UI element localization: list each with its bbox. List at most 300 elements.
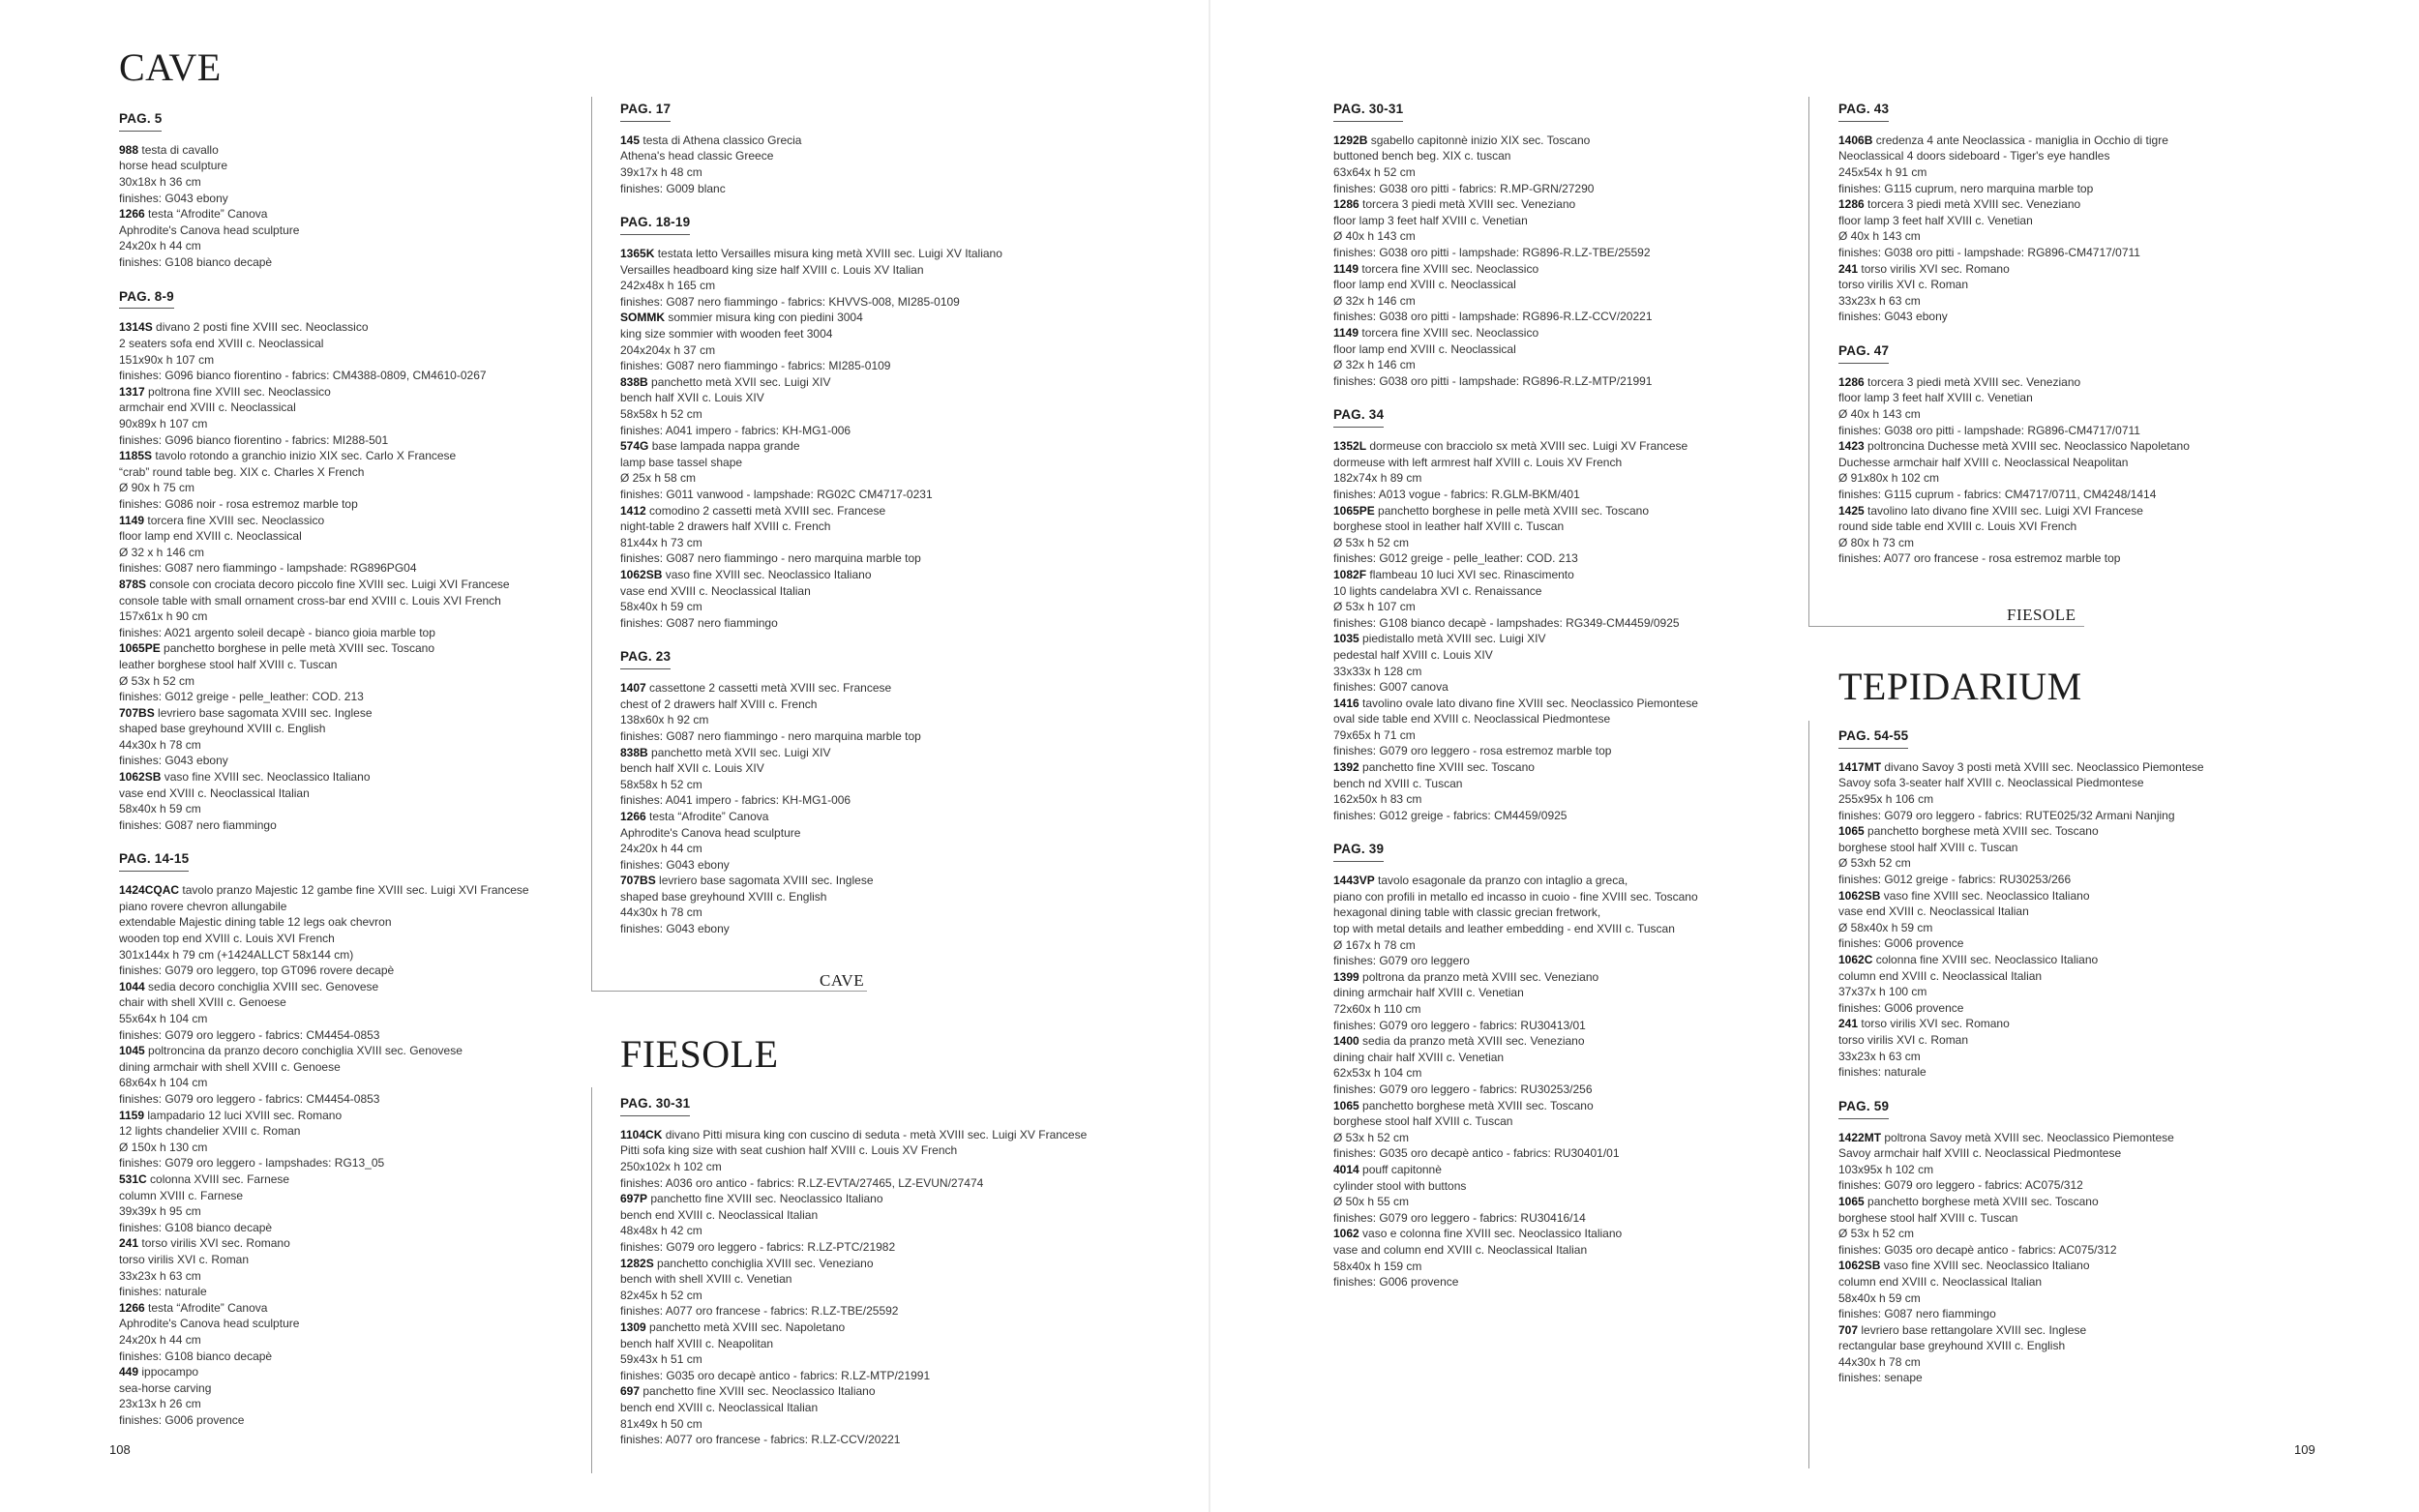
entry-detail: finishes: G007 canova — [1333, 680, 1448, 695]
product-code: 1065 — [1838, 824, 1865, 839]
entry-detail: finishes: senape — [1838, 1371, 1923, 1385]
entry-description — [1838, 823, 2361, 840]
entry-detail: dining armchair with shell XVIII c. Genoese — [119, 1059, 341, 1074]
entry-detail: dining chair half XVIII c. Venetian — [1333, 1050, 1505, 1064]
entry-detail: bench with shell XVIII c. Venetian — [620, 1272, 792, 1287]
entry-detail: Ø 53x h 107 cm — [1333, 600, 1416, 614]
page-reference: PAG. 34 — [1333, 408, 1384, 428]
entry-detail: finishes: G038 oro pitti - lampshade: RG896-CM4717/0711 — [1838, 246, 2140, 259]
page-reference: PAG. 23 — [620, 650, 671, 669]
entry-detail: 58x40x h 159 cm — [1333, 1259, 1422, 1273]
entry-detail: torso virilis XVI c. Roman — [119, 1252, 250, 1266]
entry-detail: vase end XVIII c. Neoclassical Italian — [119, 786, 310, 800]
entry-detail: Ø 90x h 75 cm — [119, 481, 195, 495]
entry-detail: finishes: G006 provence — [1838, 936, 1964, 951]
entry-detail: finishes: A077 oro francese - fabrics: R.LZ-CCV/20221 — [620, 1433, 901, 1447]
entry-description — [119, 206, 603, 222]
entry-detail: borghese stool half XVIII c. Tuscan — [1333, 1114, 1513, 1129]
entry-detail: dormeuse with left armrest half XVIII c. Louis XV French — [1333, 455, 1623, 469]
catalog-entry — [1838, 888, 2361, 952]
entry-detail: 33x23x h 63 cm — [1838, 293, 1921, 308]
product-code: 697P — [620, 1192, 648, 1206]
entry-detail: finishes: G012 greige - pelle_leather: COD. 213 — [1333, 551, 1578, 566]
column-divider-1 — [591, 97, 592, 991]
entry-description — [119, 1171, 603, 1188]
product-code: 1266 — [119, 207, 145, 222]
catalog-entry — [620, 567, 1162, 631]
catalog-entry — [1838, 1322, 2361, 1386]
entry-detail: column end XVIII c. Neoclassical Italian — [1838, 1274, 2043, 1289]
product-name: testa di cavallo — [141, 142, 219, 157]
product-code: 1314S — [119, 320, 153, 335]
entry-detail: finishes: G087 nero fiammingo - fabrics: KHVVS-008, MI285-0109 — [620, 294, 960, 309]
section-title-cave: CAVE — [119, 45, 222, 89]
entry-description — [119, 979, 603, 995]
entry-description — [1333, 1098, 1769, 1114]
product-name: vaso fine XVIII sec. Neoclassico Italiano — [1883, 1259, 2090, 1273]
entry-detail: 63x64x h 52 cm — [1333, 165, 1416, 180]
product-name: torcera fine XVIII sec. Neoclassico — [1361, 261, 1539, 276]
entry-detail: console table with small ornament cross-bar end XVIII c. Louis XVI French — [119, 593, 501, 608]
product-code: 1406B — [1838, 133, 1873, 147]
catalog-entry — [1333, 1162, 1769, 1226]
product-code: 1149 — [1333, 261, 1359, 276]
catalog-entry — [1333, 325, 1769, 389]
catalog-entry — [1838, 952, 2361, 1016]
catalog-entry — [620, 1191, 1201, 1255]
product-name: tavolo rotondo a granchio inizio XIX sec. Carlo X Francese — [155, 449, 457, 463]
catalog-entry — [1838, 438, 2361, 502]
entry-detail: finishes: G087 nero fiammingo — [119, 817, 277, 832]
entry-detail: 30x18x h 36 cm — [119, 175, 201, 190]
catalog-section — [1333, 406, 1769, 823]
entry-description — [119, 513, 603, 529]
catalog-entry — [119, 1235, 603, 1299]
catalog-entry — [119, 769, 603, 833]
product-code: 1425 — [1838, 503, 1865, 518]
product-code: 1407 — [620, 681, 646, 696]
entry-detail: 81x49x h 50 cm — [620, 1416, 702, 1431]
entry-detail: armchair end XVIII c. Neoclassical — [119, 400, 296, 415]
page-reference: PAG. 5 — [119, 112, 162, 132]
product-code: 1266 — [119, 1300, 145, 1315]
column-3 — [1333, 101, 1769, 1308]
entry-detail: vase end XVIII c. Neoclassical Italian — [1838, 904, 2029, 919]
product-code: 4014 — [1333, 1162, 1359, 1176]
entry-detail: finishes: G079 oro leggero — [1333, 954, 1470, 968]
product-code: 1044 — [119, 979, 145, 993]
entry-detail: finishes: G087 nero fiammingo - fabrics: MI285-0109 — [620, 359, 891, 373]
product-code: 241 — [119, 1236, 139, 1251]
entry-description — [119, 640, 603, 657]
entry-detail: finishes: A021 argento soleil decapè - bianco gioia marble top — [119, 625, 435, 639]
entry-detail: 81x44x h 73 cm — [620, 535, 702, 549]
entry-detail: finishes: G108 bianco decapè — [119, 255, 273, 269]
entry-detail: finishes: G087 nero fiammingo — [1838, 1307, 1996, 1321]
product-code: 241 — [1838, 261, 1859, 276]
product-code: 1417MT — [1838, 759, 1882, 774]
entry-description — [1333, 1033, 1769, 1050]
entry-detail: finishes: G038 oro pitti - lampshade: RG896-R.LZ-CCV/20221 — [1333, 310, 1653, 324]
entry-detail: 44x30x h 78 cm — [119, 737, 201, 752]
entry-detail: finishes: G035 oro decapè antico - fabrics: R.LZ-MTP/21991 — [620, 1368, 931, 1382]
page-reference: PAG. 54-55 — [1838, 729, 1908, 749]
product-name: poltrona Savoy metà XVIII sec. Neoclassico Piemontese — [1884, 1130, 2174, 1144]
entry-detail: bench end XVIII c. Neoclassical Italian — [620, 1207, 819, 1222]
product-name: torcera 3 piedi metà XVIII sec. Veneziano — [1867, 197, 2081, 212]
entry-detail: bench half XVII c. Louis XIV — [620, 391, 764, 405]
product-name: torcera fine XVIII sec. Neoclassico — [147, 513, 325, 527]
product-code: 1309 — [620, 1319, 646, 1334]
product-name: torso virilis XVI sec. Romano — [1861, 1017, 2010, 1031]
catalog-entry — [119, 319, 603, 383]
entry-detail: finishes: G079 oro leggero - fabrics: RU30416/14 — [1333, 1210, 1586, 1225]
entry-description — [620, 438, 1162, 455]
catalog-section — [620, 1095, 1201, 1448]
product-name: testa “Afrodite” Canova — [148, 207, 268, 222]
entry-description — [119, 769, 603, 786]
catalog-entry — [1838, 503, 2361, 567]
catalog-entry — [1838, 759, 2361, 823]
entry-description — [119, 384, 603, 400]
entry-detail: shaped base greyhound XVIII c. English — [620, 889, 827, 904]
column-divider-1b — [591, 1087, 592, 1473]
product-code: 1392 — [1333, 760, 1359, 775]
catalog-entry — [620, 1256, 1201, 1319]
entry-detail: leather borghese stool half XVIII c. Tuscan — [119, 657, 338, 671]
entry-detail: finishes: G012 greige - fabrics: CM4459/0925 — [1333, 808, 1568, 822]
entry-detail: Ø 40x h 143 cm — [1838, 229, 1921, 244]
entry-detail: finishes: G038 oro pitti - lampshade: RG896-R.LZ-TBE/25592 — [1333, 246, 1651, 259]
entry-detail: Ø 32 x h 146 cm — [119, 545, 205, 559]
product-name: panchetto borghese metà XVIII sec. Toscano — [1867, 1194, 2099, 1208]
entry-description — [1838, 952, 2361, 968]
entry-detail: Ø 32x h 146 cm — [1333, 293, 1416, 308]
entry-description — [119, 705, 603, 722]
entry-detail: bench half XVIII c. Neapolitan — [620, 1336, 774, 1350]
entry-detail: 24x20x h 44 cm — [119, 1332, 201, 1347]
catalog-entry — [620, 503, 1162, 567]
product-name: sgabello capitonnè inizio XIX sec. Toscano — [1370, 133, 1591, 147]
entry-detail: finishes: A036 oro antico - fabrics: R.LZ-EVTA/27465, LZ-EVUN/27474 — [620, 1175, 984, 1190]
entry-detail: finishes: G108 bianco decapè — [119, 1349, 273, 1363]
product-name: panchetto borghese metà XVIII sec. Toscano — [1362, 1098, 1594, 1112]
product-code: 1423 — [1838, 439, 1865, 454]
entry-detail: 82x45x h 52 cm — [620, 1288, 702, 1302]
entry-detail: Ø 53x h 52 cm — [119, 673, 195, 688]
entry-detail: Ø 167x h 78 cm — [1333, 937, 1416, 952]
entry-detail: finishes: G012 greige - fabrics: RU30253/266 — [1838, 873, 2072, 886]
entry-detail: Aphrodite's Canova head sculpture — [119, 1317, 300, 1331]
entry-description — [1333, 325, 1769, 341]
column-divider-3 — [1808, 97, 1809, 626]
catalog-entry — [1333, 1226, 1769, 1290]
product-code: 531C — [119, 1171, 147, 1186]
catalog-entry — [620, 1319, 1201, 1383]
product-name: poltroncina da pranzo decoro conchiglia XVIII sec. Genovese — [148, 1044, 463, 1058]
entry-detail: extendable Majestic dining table 12 legs oak chevron — [119, 915, 392, 930]
product-name: dormeuse con bracciolo sx metà XVIII sec. Luigi XV Francese — [1369, 439, 1688, 454]
catalog-entry — [119, 1364, 603, 1428]
page-reference: PAG. 43 — [1838, 103, 1889, 122]
product-code: 838B — [620, 745, 648, 759]
entry-description — [1333, 503, 1769, 519]
catalog-entry — [1333, 1098, 1769, 1162]
entry-detail: Ø 91x80x h 102 cm — [1838, 471, 1940, 486]
catalog-entry — [1838, 133, 2361, 196]
entry-description — [1333, 969, 1769, 986]
product-code: 1082F — [1333, 567, 1367, 581]
product-code: 1286 — [1838, 374, 1865, 389]
product-name: torcera 3 piedi metà XVIII sec. Veneziano — [1867, 374, 2081, 389]
entry-detail: 245x54x h 91 cm — [1838, 165, 1927, 180]
product-name: panchetto metà XVII sec. Luigi XIV — [651, 745, 831, 759]
product-name: panchetto fine XVIII sec. Neoclassico Italiano — [650, 1192, 883, 1206]
entry-detail: 301x144x h 79 cm (+1424ALLCT 58x144 cm) — [119, 947, 354, 962]
entry-description — [119, 1300, 603, 1317]
product-code: 1185S — [119, 449, 153, 463]
product-code: 1317 — [119, 384, 145, 399]
product-name: divano Savoy 3 posti metà XVIII sec. Neoclassico Piemontese — [1884, 759, 2204, 774]
catalog-entry — [1333, 696, 1769, 759]
page-number-right: 109 — [2294, 1442, 2315, 1457]
product-code: 1422MT — [1838, 1130, 1882, 1144]
product-code: 1352L — [1333, 439, 1367, 454]
entry-description — [119, 882, 603, 899]
entry-detail: Aphrodite's Canova head sculpture — [620, 825, 801, 840]
entry-detail: dining armchair half XVIII c. Venetian — [1333, 986, 1524, 1000]
page-reference: PAG. 8-9 — [119, 290, 174, 310]
entry-description — [119, 142, 603, 159]
page-fold — [1209, 0, 1210, 1512]
catalog-entry — [1333, 133, 1769, 196]
product-code: 1035 — [1333, 632, 1359, 646]
entry-description — [119, 1235, 603, 1252]
product-code: 1286 — [1838, 197, 1865, 212]
entry-detail: Ø 40x h 143 cm — [1333, 229, 1416, 244]
entry-detail: 48x48x h 42 cm — [620, 1224, 702, 1238]
entry-description — [620, 246, 1162, 262]
sections-col2 — [620, 101, 1162, 937]
product-name: flambeau 10 luci XVI sec. Rinascimento — [1369, 567, 1574, 581]
entry-detail: Neoclassical 4 doors sideboard - Tiger's eye handles — [1838, 149, 2110, 163]
entry-detail: 250x102x h 102 cm — [620, 1160, 722, 1174]
catalog-entry — [119, 206, 603, 270]
catalog-entry — [119, 640, 603, 704]
column-divider-3b — [1808, 721, 1809, 1468]
product-code: 1065 — [1838, 1194, 1865, 1208]
entry-detail: finishes: G108 bianco decapè — [119, 1220, 273, 1234]
entry-detail: 58x58x h 52 cm — [620, 777, 702, 791]
product-name: piedistallo metà XVIII sec. Luigi XIV — [1362, 632, 1546, 646]
product-name: vaso e colonna fine XVIII sec. Neoclassico Italiano — [1362, 1227, 1623, 1241]
page-reference: PAG. 59 — [1838, 1100, 1889, 1119]
catalog-entry — [1838, 374, 2361, 438]
catalog-entry — [119, 577, 603, 640]
entry-detail: vase end XVIII c. Neoclassical Italian — [620, 583, 811, 598]
product-code: 878S — [119, 577, 147, 591]
product-code: 1443VP — [1333, 874, 1375, 888]
product-code: 241 — [1838, 1017, 1859, 1031]
product-code: 707 — [1838, 1322, 1859, 1337]
entry-description — [1333, 696, 1769, 712]
entry-detail: finishes: G079 oro leggero - rosa estremoz marble top — [1333, 744, 1612, 758]
entry-detail: 79x65x h 71 cm — [1333, 727, 1416, 742]
entry-detail: 44x30x h 78 cm — [1838, 1354, 1921, 1369]
catalog-section — [119, 850, 603, 1428]
product-name: panchetto metà XVII sec. Luigi XIV — [651, 374, 831, 389]
entry-detail: finishes: G043 ebony — [119, 191, 228, 205]
entry-detail: top with metal details and leather embedding - end XVIII c. Tuscan — [1333, 922, 1675, 936]
product-name: vaso fine XVIII sec. Neoclassico Italiano — [164, 770, 371, 785]
entry-detail: floor lamp 3 feet half XVIII c. Venetian — [1333, 213, 1528, 227]
entry-detail: finishes: naturale — [119, 1285, 207, 1299]
footer-title-fiesole: FIESOLE — [2007, 606, 2076, 624]
entry-detail: 39x39x h 95 cm — [119, 1204, 201, 1219]
catalog-entry — [119, 142, 603, 206]
product-code: 1065PE — [119, 641, 161, 656]
entry-description — [620, 567, 1162, 583]
catalog-entry — [620, 745, 1162, 809]
entry-detail: finishes: G087 nero fiammingo - nero marquina marble top — [620, 551, 921, 566]
product-code: 988 — [119, 142, 139, 157]
entry-detail: Ø 150x h 130 cm — [119, 1140, 208, 1154]
entry-detail: Versailles headboard king size half XVIII c. Louis XV Italian — [620, 262, 924, 277]
entry-detail: king size sommier with wooden feet 3004 — [620, 327, 833, 341]
catalog-entry — [1838, 1130, 2361, 1194]
catalog-entry — [620, 680, 1162, 744]
product-name: testa di Athena classico Grecia — [642, 133, 802, 147]
entry-detail: finishes: G079 oro leggero - fabrics: R.LZ-PTC/21982 — [620, 1240, 896, 1254]
catalog-section — [1838, 101, 2361, 325]
entry-description — [620, 133, 1162, 149]
entry-description — [1333, 261, 1769, 278]
product-name: torcera 3 piedi metà XVIII sec. Veneziano — [1362, 197, 1576, 212]
catalog-entry — [1333, 759, 1769, 823]
product-name: panchetto fine XVIII sec. Toscano — [1362, 760, 1535, 775]
entry-detail: finishes: G009 blanc — [620, 181, 726, 195]
entry-detail: horse head sculpture — [119, 159, 228, 173]
product-name: panchetto conchiglia XVIII sec. Veneziano — [657, 1256, 874, 1270]
entry-description — [620, 873, 1162, 889]
entry-detail: finishes: G079 oro leggero - fabrics: CM4454-0853 — [119, 1027, 380, 1042]
catalog-entry — [1838, 261, 2361, 325]
entry-detail: finishes: G087 nero fiammingo — [620, 615, 778, 630]
product-name: tavolino ovale lato divano fine XVIII sec. Neoclassico Piemontese — [1362, 696, 1698, 710]
catalog-entry — [1333, 969, 1769, 1033]
product-code: 1062 — [1333, 1227, 1359, 1241]
entry-description — [1838, 261, 2361, 278]
entry-description — [119, 1043, 603, 1059]
catalog-entry — [620, 809, 1162, 873]
entry-description — [1838, 374, 2361, 391]
footer-rule-cave — [591, 991, 867, 992]
entry-description — [1333, 1162, 1769, 1178]
entry-detail: 58x40x h 59 cm — [1838, 1290, 1921, 1305]
entry-description — [1333, 873, 1769, 889]
entry-detail: finishes: A013 vogue - fabrics: R.GLM-BKM/401 — [1333, 487, 1580, 501]
entry-description — [1333, 631, 1769, 647]
product-code: 707BS — [620, 874, 656, 888]
entry-detail: finishes: G006 provence — [119, 1412, 245, 1427]
product-code: 145 — [620, 133, 641, 147]
entry-detail: 255x95x h 106 cm — [1838, 792, 1934, 807]
catalog-entry — [620, 133, 1162, 196]
product-code: 1412 — [620, 503, 646, 518]
entry-detail: Ø 58x40x h 59 cm — [1838, 920, 1933, 934]
product-name: colonna XVIII sec. Farnese — [150, 1171, 290, 1186]
entry-detail: cylinder stool with buttons — [1333, 1178, 1467, 1193]
entry-detail: floor lamp end XVIII c. Neoclassical — [119, 529, 302, 544]
entry-detail: 68x64x h 104 cm — [119, 1076, 208, 1090]
entry-detail: torso virilis XVI c. Roman — [1838, 278, 1969, 292]
entry-detail: wooden top end XVIII c. Louis XVI French — [119, 932, 335, 946]
entry-detail: 39x17x h 48 cm — [620, 165, 702, 180]
product-code: 1062SB — [1838, 888, 1881, 903]
product-code: 1266 — [620, 809, 646, 823]
product-name: tavolo pranzo Majestic 12 gambe fine XVIII sec. Luigi XVI Francese — [182, 883, 529, 898]
product-code: 1149 — [119, 513, 145, 527]
entry-detail: 90x89x h 107 cm — [119, 417, 208, 430]
catalog-section — [620, 648, 1162, 936]
entry-description — [620, 680, 1162, 697]
catalog-section — [620, 214, 1162, 631]
catalog-entry — [119, 1108, 603, 1171]
page-reference: PAG. 30-31 — [1333, 103, 1403, 122]
entry-description — [1333, 1226, 1769, 1242]
section-title-fiesole: FIESOLE — [620, 1032, 779, 1076]
sections-col4 — [1838, 101, 2361, 567]
entry-detail: 33x23x h 63 cm — [1838, 1049, 1921, 1063]
entry-detail: 103x95x h 102 cm — [1838, 1162, 1934, 1176]
product-name: tavolino lato divano fine XVIII sec. Luigi XVI Francese — [1867, 503, 2143, 518]
entry-description — [119, 448, 603, 464]
page-reference: PAG. 14-15 — [119, 852, 189, 872]
entry-detail: floor lamp end XVIII c. Neoclassical — [1333, 278, 1516, 292]
catalog-entry — [1333, 503, 1769, 567]
catalog-section — [1838, 1098, 2361, 1386]
entry-detail: finishes: G079 oro leggero - fabrics: RUTE025/32 Armani Nanjing — [1838, 808, 2175, 822]
product-code: 1292B — [1333, 133, 1368, 147]
entry-detail: 37x37x h 100 cm — [1838, 985, 1927, 999]
entry-detail: column XVIII c. Farnese — [119, 1188, 244, 1202]
entry-detail: Ø 25x h 58 cm — [620, 471, 697, 486]
entry-detail: 151x90x h 107 cm — [119, 352, 215, 367]
entry-description — [620, 374, 1162, 391]
catalog-entry — [1838, 823, 2361, 887]
page-reference: PAG. 17 — [620, 103, 671, 122]
product-code: 1282S — [620, 1256, 654, 1270]
entry-detail: finishes: G038 oro pitti - lampshade: RG896-R.LZ-MTP/21991 — [1333, 373, 1653, 388]
entry-description — [620, 1127, 1201, 1143]
product-name: poltrona fine XVIII sec. Neoclassico — [148, 384, 331, 399]
catalog-entry — [1333, 631, 1769, 695]
entry-detail: Duchesse armchair half XVIII c. Neoclassical Neapolitan — [1838, 455, 2129, 469]
entry-detail: borghese stool half XVIII c. Tuscan — [1838, 840, 2018, 854]
product-code: 449 — [119, 1365, 139, 1379]
entry-detail: rectangular base greyhound XVIII c. English — [1838, 1339, 2066, 1353]
entry-detail: finishes: A041 impero - fabrics: KH-MG1-006 — [620, 423, 851, 437]
product-code: 1149 — [1333, 325, 1359, 340]
entry-description — [119, 319, 603, 336]
page-number-left: 108 — [109, 1442, 131, 1457]
catalog-entry — [119, 513, 603, 577]
entry-description — [620, 310, 1162, 326]
product-name: base lampada nappa grande — [651, 439, 800, 454]
entry-description — [1838, 196, 2361, 213]
entry-detail: Ø 53xh 52 cm — [1838, 856, 1911, 871]
entry-detail: bench end XVIII c. Neoclassical Italian — [620, 1400, 819, 1414]
